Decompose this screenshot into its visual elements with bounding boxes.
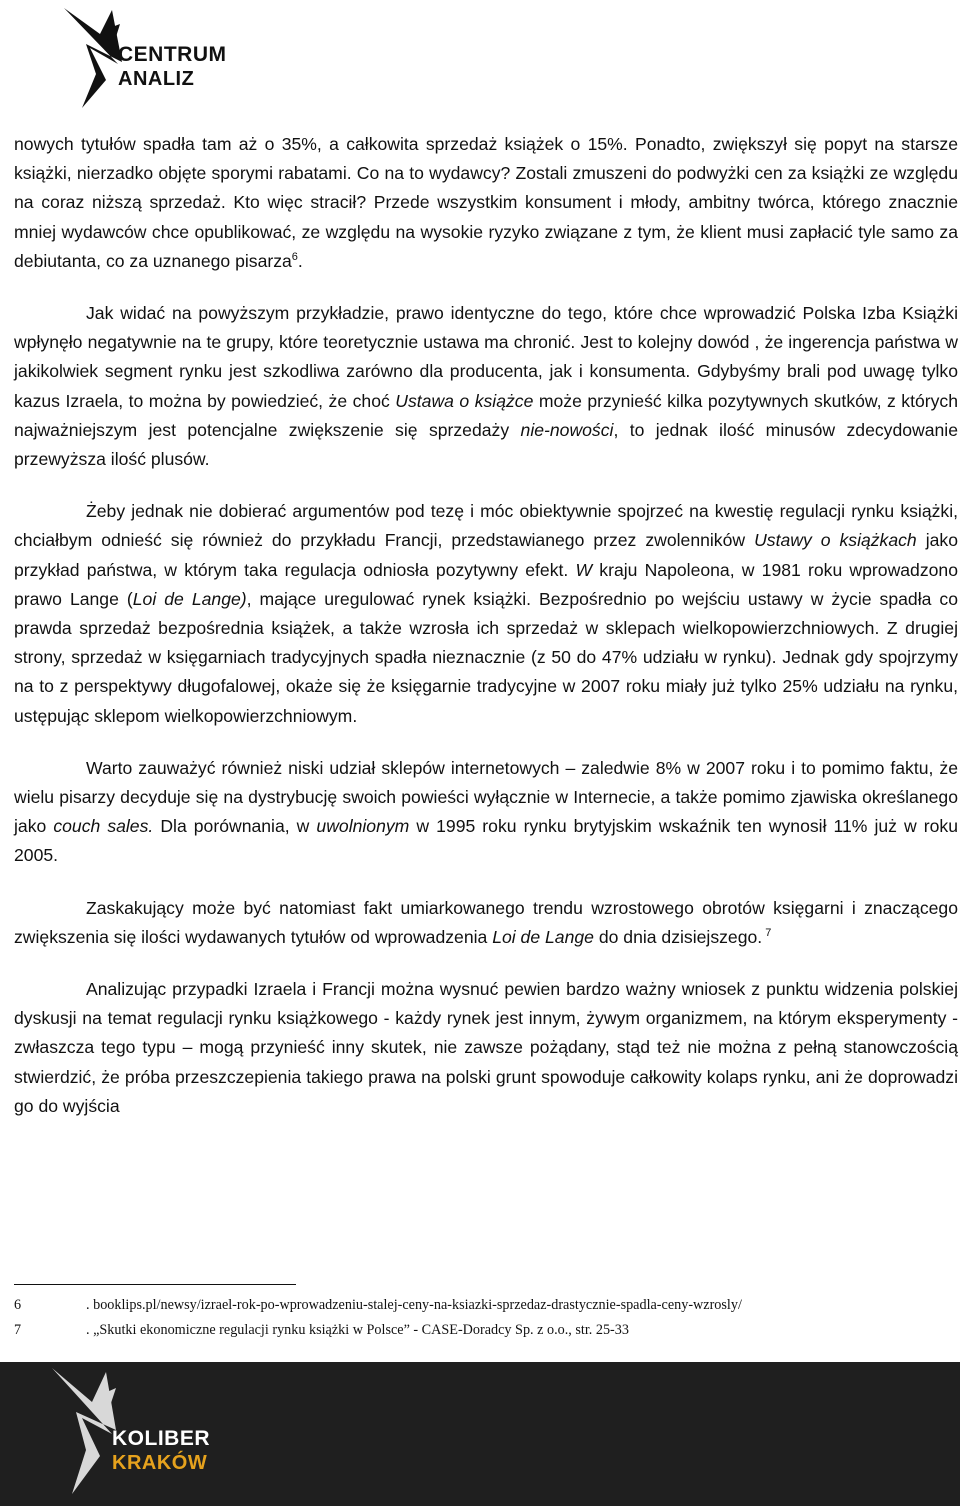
paragraph-2: Jak widać na powyższym przykładzie, prawo identyczne do tego, które chce wprowadzić Polska Izba Książki wpłynęło negatywnie na te grupy, które teoretycznie ustawa ma chronić. Jest to kolejny dowód , że ingerencja państwa w jakikolwiek segment rynku jest szkodliwa zarówno dla producenta, jak i konsumenta. Gdybyśmy brali pod uwagę tylko kazus Izraela, to można by powiedzieć, że choć Ustawa o książce może przynieść kilka pozytywnych skutków, z których najważniejszym jest potencjalne zwiększenie się sprzedaży nie-nowości, to jednak ilość minusów zdecydowanie przewyższa ilość plusów. xyxy=(14,303,958,470)
footnote-7: 7 . „Skutki ekonomiczne regulacji rynku książki w Polsce” - CASE-Doradcy Sp. z o.o., str. 25-33 xyxy=(14,1322,629,1338)
footnote-ref-7[interactable]: 7 xyxy=(762,926,772,939)
logo-text-centrum: CENTRUM xyxy=(118,43,227,66)
logo-text-analiz: ANALIZ xyxy=(118,68,195,90)
page-footer xyxy=(0,1362,960,1506)
footer-text-koliber: KOLIBER xyxy=(112,1427,210,1450)
paragraph-4: Warto zauważyć również niski udział sklepów internetowych – zaledwie 8% w 2007 roku i to pomimo faktu, że wielu pisarzy decyduje się na dystrybucję swoich powieści wyłącznie w Internecie, a także pomimo zjawiska określanego jako couch sales. Dla porównania, w uwolnionym w 1995 roku rynku brytyjskim wskaźnik ten wynosił 11% już w roku 2005. xyxy=(14,757,958,866)
article-body xyxy=(14,130,958,1144)
footer-text-krakow: KRAKÓW xyxy=(112,1452,208,1474)
footnote-ref-6[interactable]: 6 xyxy=(291,250,298,263)
centrum-analiz-logo xyxy=(60,4,227,116)
footnotes xyxy=(14,1295,934,1345)
footnote-divider xyxy=(14,1284,296,1285)
footnote-6: 6 . booklips.pl/newsy/izrael-rok-po-wprowadzeniu-stalej-ceny-na-ksiazki-sprzedaz-drastycznie-spadla-ceny-wzrosly/ xyxy=(14,1297,742,1313)
paragraph-1: nowych tytułów spadła tam aż o 35%, a całkowita sprzedaż książek o 15%. Ponadto, zwiększył się popyt na starsze książki, nierzadko objęte sporymi rabatami. Co na to wydawcy? Zostali zmuszeni do podwyżki cen za książki ze względu na coraz niższą sprzedaż. Kto więc stracił? Przede wszystkim konsument i młody, ambitny twórca, którego znacznie mniej wydawców chce opublikować, ze względu na wysokie ryzyko związane z tym, że klient musi zapłacić tyle samo za debiutanta, co za uznanego pisarza$^6$. xyxy=(14,134,958,271)
paragraph-5: Zaskakujący może być natomiast fakt umiarkowanego trendu wzrostowego obrotów księgarni i znaczącego zwiększenia się ilości wydawanych tytułów od wprowadzenia Loi de Lange do dnia dzisiejszego. $^7$ xyxy=(14,897,958,947)
page-header xyxy=(0,0,960,120)
koliber-krakow-logo xyxy=(46,1364,210,1504)
footnote-6-link[interactable]: . booklips.pl/newsy/izrael-rok-po-wprowadzeniu-stalej-ceny-na-ksiazki-sprzedaz-drastycznie-spadla-ceny-wzrosly/ xyxy=(86,1297,742,1313)
paragraph-6: Analizując przypadki Izraela i Francji można wysnuć pewien bardzo ważny wniosek z punktu widzenia polskiej dyskusji na temat regulacji rynku książkowego - każdy rynek jest innym, żywym organizmem, na którym eksperymenty - zwłaszcza tego typu – mogą przynieść inny skutek, nie zawsze pożądany, stąd też nie można z pełną stanowczością stwierdzić, że próba przeszczepienia takiego prawa na polski grunt spowoduje całkowity kolaps rynku, ani że doprowadzi go do wyjścia xyxy=(14,979,958,1116)
paragraph-3: Żeby jednak nie dobierać argumentów pod tezę i móc obiektywnie spojrzeć na kwestię regulacji rynku książki, chciałbym odnieść się również do przykładu Francji, przedstawianego przez zwolenników Ustawy o książkach jako przykład państwa, w którym taka regulacja odniosła pozytywny efekt. W kraju Napoleona, w 1981 roku wprowadzono prawo Lange (Loi de Lange), mające uregulować rynek książki. Bezpośrednio po wejściu ustawy w życie spadła co prawda sprzedaż bezpośrednia książek, a także wzrosła ich sprzedaż w sklepach wielkopowierzchniowych. Z drugiej strony, sprzedaż w księgarniach tradycyjnych spadła nieznacznie (z 50 do 47% udziału w rynku). Jednak gdy spojrzymy na to z perspektywy długofalowej, okaże się że księgarnie tradycyjne w 2007 roku miały już tylko 25% udziału na rynku, ustępując sklepom wielkopowierzchniowym. xyxy=(14,501,958,726)
